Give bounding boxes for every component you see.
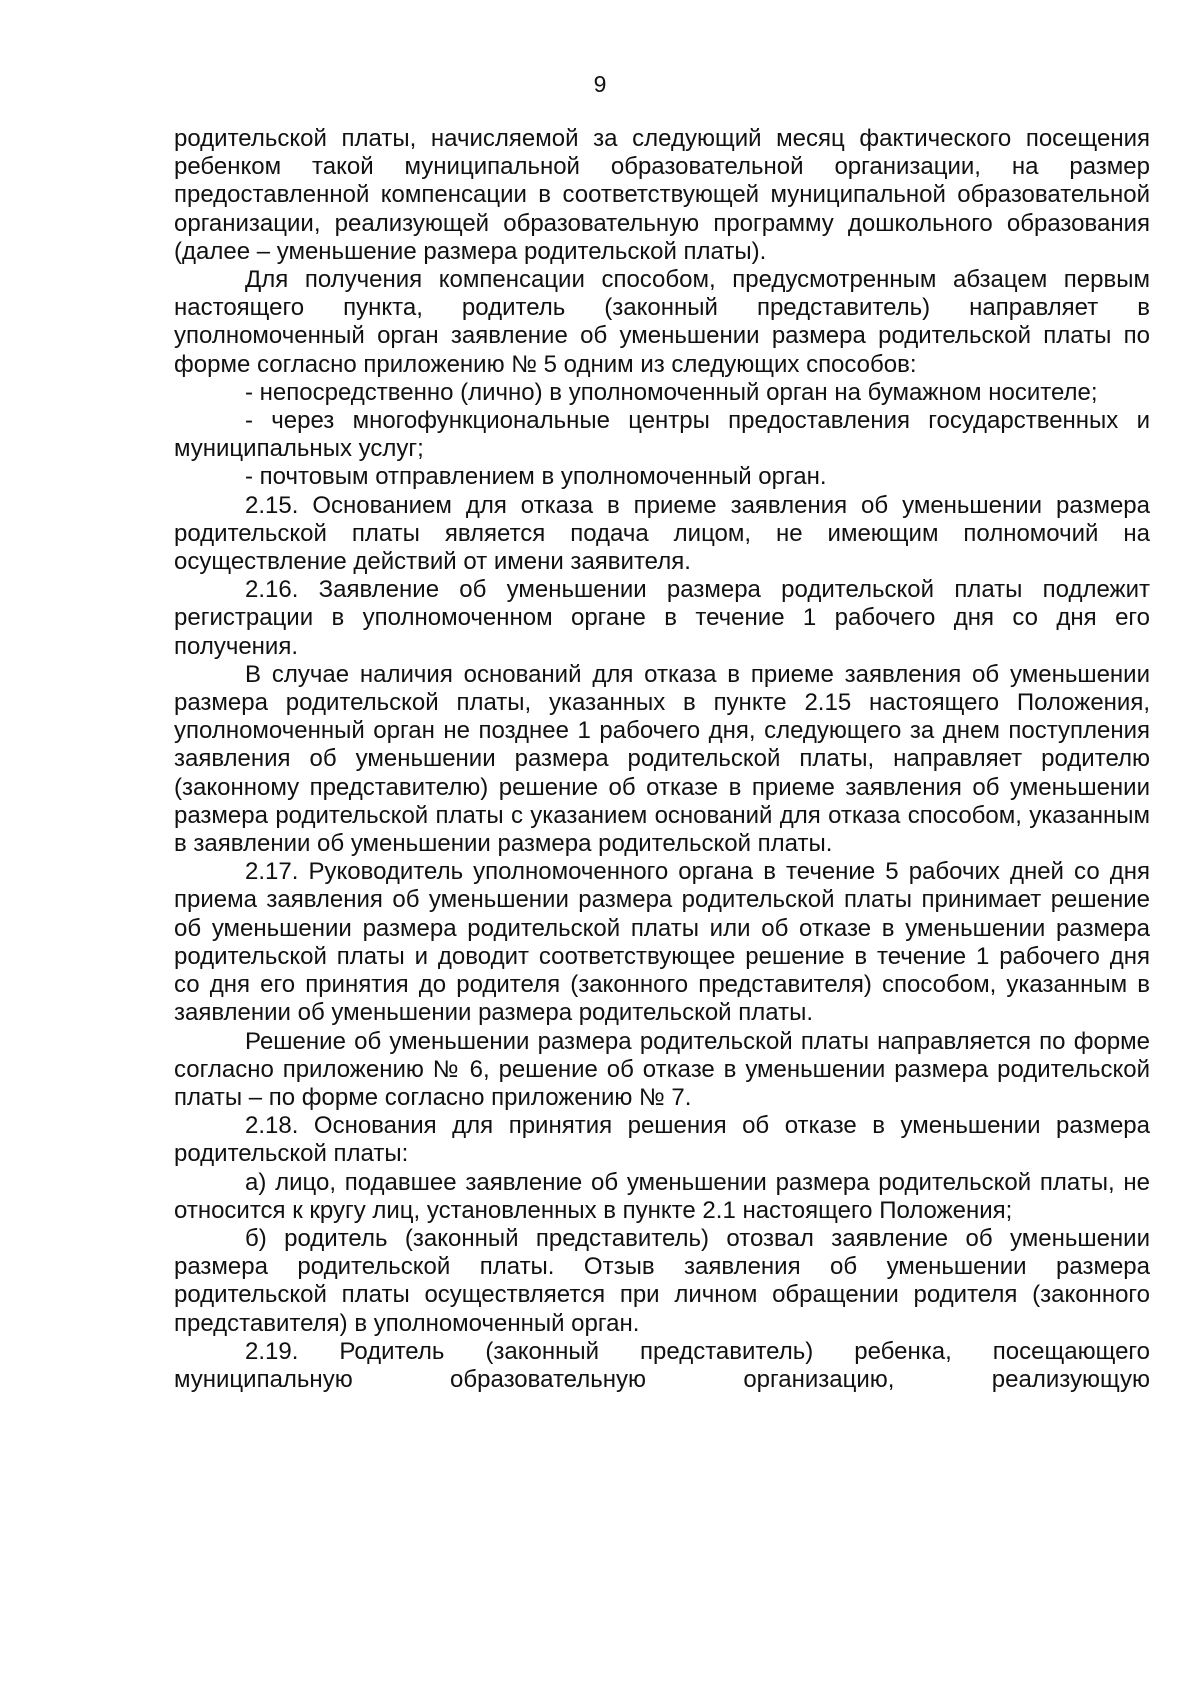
clause-2-17: 2.17. Руководитель уполномоченного органа в течение 5 рабочих дней со дня приема заявления об уменьшении размера родительской платы принимает решение об уменьшении размера родительской платы или об отказе в уменьшении размера родительской платы и доводит соответствующее решение в течение 1 рабочего дня со дня его принятия до родителя (законного представителя) способом, указанным в заявлении об уменьшении размера родительской платы.	[174, 858, 1150, 1027]
clause-2-15: 2.15. Основанием для отказа в приеме заявления об уменьшении размера родительской платы является подача лицом, не имеющим полномочий на осуществление действий от имени заявителя.	[174, 491, 1150, 576]
document-body	[174, 125, 1150, 1394]
clause-2-16: 2.16. Заявление об уменьшении размера родительской платы подлежит регистрации в уполномоченном органе в течение 1 рабочего дня со дня его получения.	[174, 576, 1150, 660]
subclause-b: б) родитель (законный представитель) отозвал заявление об уменьшении размера родительской платы. Отзыв заявления об уменьшении размера родительской платы осуществляется при личном обращении родителя (законного представителя) в уполномоченный орган.	[174, 1224, 1150, 1337]
subclause-a: а) лицо, подавшее заявление об уменьшении размера родительской платы, не относится к кругу лиц, установленных в пункте 2.1 настоящего Положения;	[174, 1168, 1150, 1224]
paragraph-compensation-method: Для получения компенсации способом, предусмотренным абзацем первым настоящего пункта, родитель (законный представитель) направляет в уполномоченный орган заявление об уменьшении размера родительской платы по форме согласно приложению № 5 одним из следующих способов:	[174, 266, 1150, 378]
paragraph-decision-forms: Решение об уменьшении размера родительской платы направляется по форме согласно приложению № 6, решение об отказе в уменьшении размера родительской платы – по форме согласно приложению № 7.	[174, 1027, 1150, 1111]
page-number: 9	[593, 71, 607, 97]
paragraph-continuation: родительской платы, начисляемой за следующий месяц фактического посещения ребенком такой муниципальной образовательной организации, на размер предоставленной компенсации в соответствующей муниципальной образовательной организации, реализующей образовательную программу дошкольного образования (далее – уменьшение размера родительской платы).	[174, 125, 1150, 265]
list-item-mfc: - через многофункциональные центры предоставления государственных и муниципальных услуг;	[174, 407, 1150, 463]
list-item-in-person: - непосредственно (лично) в уполномоченный орган на бумажном носителе;	[245, 378, 1098, 406]
paragraph-refusal-notice: В случае наличия оснований для отказа в приеме заявления об уменьшении размера родительской платы, указанных в пункте 2.15 настоящего Положения, уполномоченный орган не позднее 1 рабочего дня, следующего за днем поступления заявления об уменьшении размера родительской платы, направляет родителю (законному представителю) решение об отказе в приеме заявления об уменьшении размера родительской платы с указанием оснований для отказа способом, указанным в заявлении об уменьшении размера родительской платы.	[174, 660, 1150, 858]
clause-2-18: 2.18. Основания для принятия решения об отказе в уменьшении размера родительской платы:	[174, 1112, 1150, 1168]
clause-2-19: 2.19. Родитель (законный представитель) ребенка, посещающего муниципальную образовательную организацию, реализующую	[174, 1337, 1150, 1393]
list-item-mail: - почтовым отправлением в уполномоченный орган.	[245, 463, 827, 491]
